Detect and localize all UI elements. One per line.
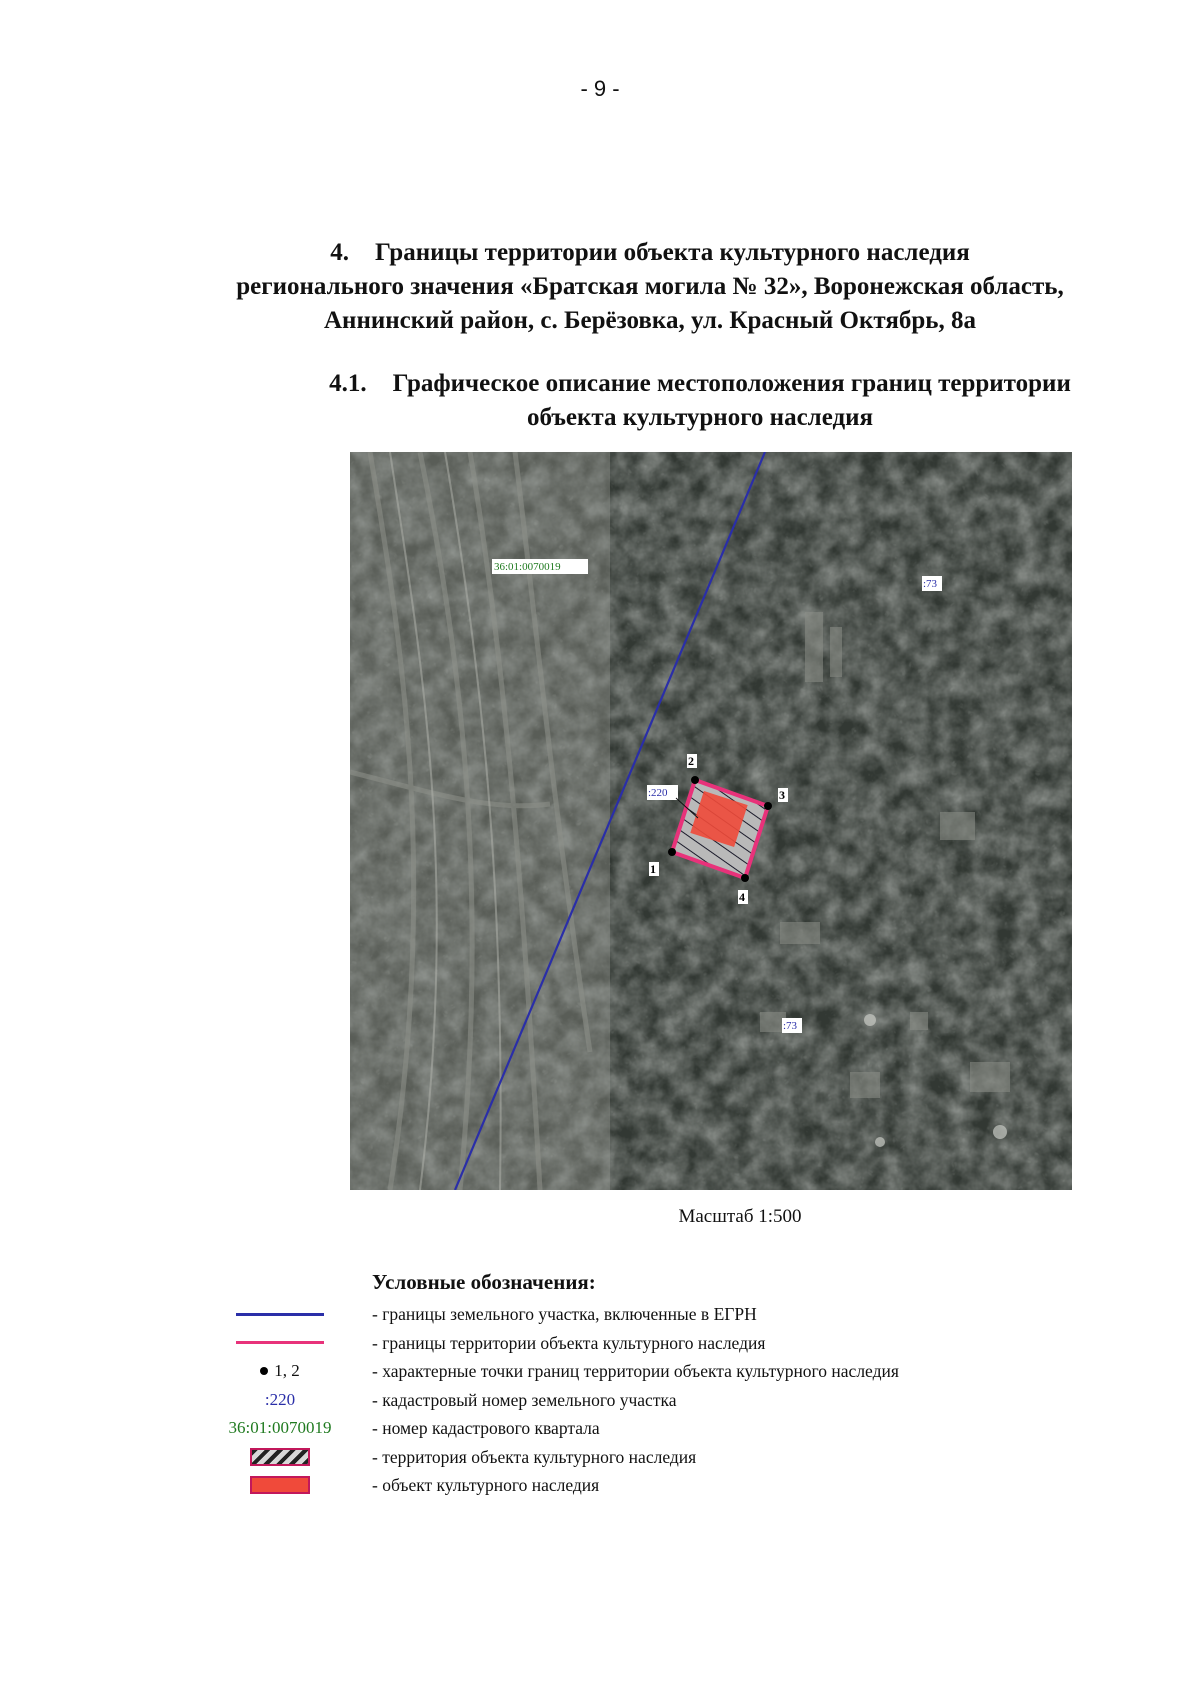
- map-scale: Масштаб 1:500: [678, 1206, 802, 1227]
- legend-text: - территория объекта культурного наследия: [372, 1446, 697, 1467]
- parcel-label-top: :73: [923, 578, 938, 590]
- point-2: [691, 776, 699, 784]
- point-1: [668, 848, 676, 856]
- legend-text: - объект культурного наследия: [372, 1475, 600, 1495]
- parcel-label-main: :220: [648, 787, 668, 799]
- legend-text: - границы земельного участка, включенные в ЕГРН: [372, 1304, 757, 1324]
- point-3: [764, 802, 772, 810]
- point-label-4: 4: [739, 890, 745, 904]
- legend-blue-line: [236, 1313, 324, 1316]
- legend-item-territory: [210, 1443, 1010, 1472]
- subsection-heading: [250, 367, 1150, 435]
- subsection-number: 4.1.: [329, 370, 367, 397]
- legend-item-quarter-number: [210, 1414, 1010, 1443]
- point-label-1: 1: [650, 862, 656, 876]
- parcel-label-bottom: :73: [783, 1020, 798, 1032]
- point-label-2: 2: [688, 754, 694, 768]
- quarter-label: 36:01:0070019: [494, 561, 561, 573]
- legend-pink-line: [236, 1341, 324, 1344]
- legend-title: Условные обозначения:: [372, 1270, 596, 1294]
- legend-item-cadastral-number: [210, 1386, 1010, 1415]
- subsection-title-line1: Графическое описание местоположения границ территории: [392, 370, 1071, 397]
- point-4: [741, 874, 749, 882]
- map: [350, 452, 1072, 1190]
- legend-cadastral-sample: :220: [264, 1389, 296, 1409]
- legend-item-heritage-boundary: [210, 1329, 1010, 1358]
- section-heading: [150, 236, 1150, 338]
- legend-item-egrn: [210, 1300, 1010, 1329]
- legend-quarter-sample: 36:01:0070019: [228, 1418, 332, 1437]
- legend-item-object: [210, 1471, 1010, 1500]
- section-title-line3: Аннинский район, с. Берёзовка, ул. Красный Октябрь, 8а: [323, 307, 977, 334]
- dot-icon: [260, 1367, 268, 1375]
- legend: [210, 1300, 1010, 1500]
- subsection-title-line2: объекта культурного наследия: [526, 404, 874, 431]
- legend-text: - кадастровый номер земельного участка: [372, 1389, 677, 1410]
- section-title-line2: регионального значения «Братская могила № 32», Воронежская область,: [236, 273, 1064, 300]
- hatch-icon: [250, 1448, 310, 1466]
- legend-item-points: [210, 1357, 1010, 1386]
- section-title-line1: Границы территории объекта культурного наследия: [374, 239, 970, 266]
- legend-text: - границы территории объекта культурного наследия: [372, 1332, 766, 1353]
- legend-points-label: 1, 2: [274, 1361, 300, 1380]
- object-icon: [250, 1476, 310, 1494]
- legend-text: - характерные точки границ территории объекта культурного наследия: [372, 1361, 899, 1381]
- point-label-3: 3: [779, 788, 785, 802]
- page-number: - 9 -: [580, 76, 620, 101]
- section-number: 4.: [330, 239, 349, 266]
- legend-text: - номер кадастрового квартала: [372, 1418, 600, 1438]
